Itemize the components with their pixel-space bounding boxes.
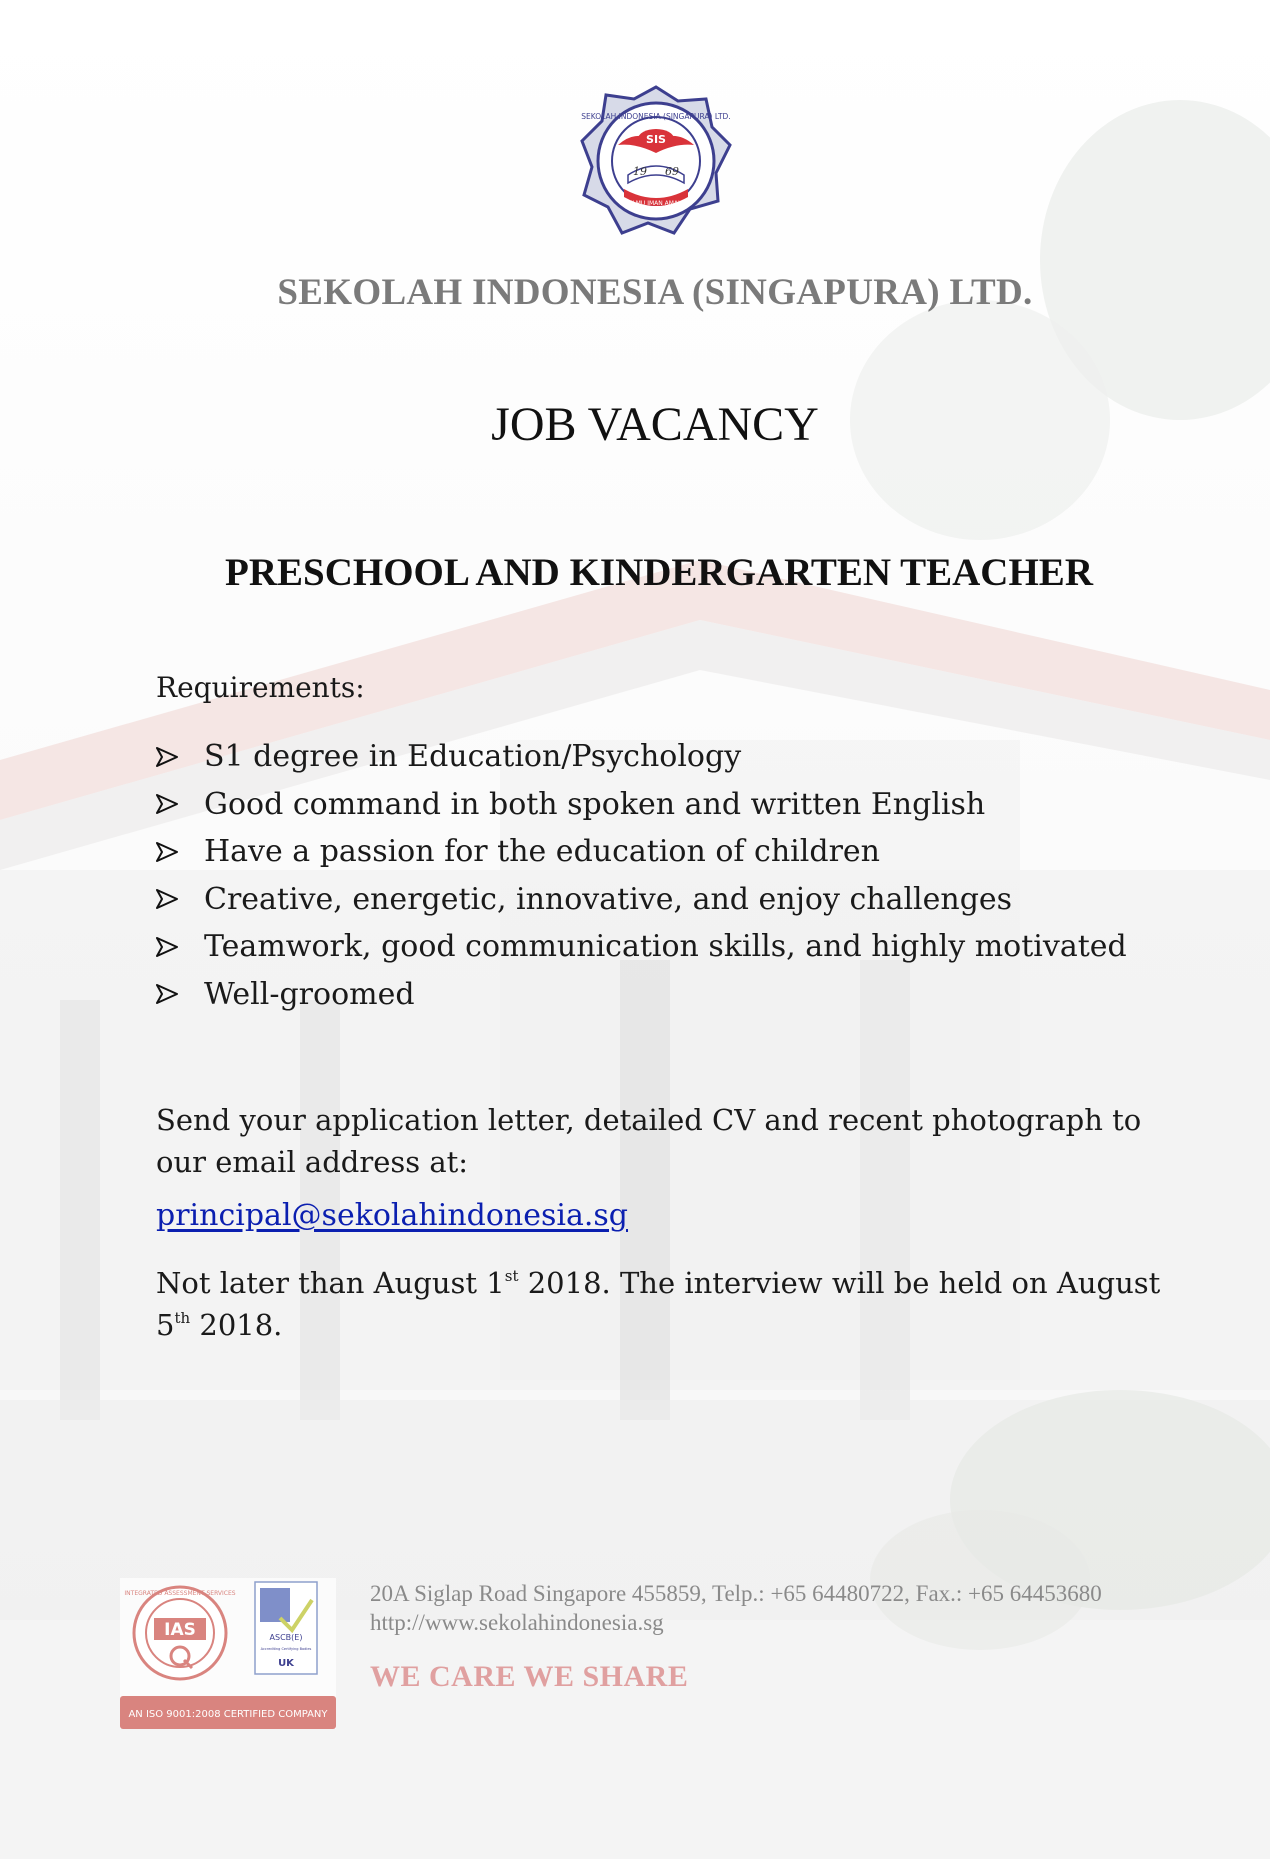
- logo-motto: ILMU IMAN AMAL: [630, 200, 682, 207]
- arrow-bullet-icon: [156, 984, 204, 1004]
- deadline-sup-2: th: [174, 1309, 191, 1327]
- deadline-part-3: 2018.: [190, 1308, 283, 1342]
- position-title: PRESCHOOL AND KINDERGARTEN TEACHER: [225, 551, 1093, 594]
- requirements-label: Requirements:: [156, 671, 365, 704]
- ias-text: IAS: [164, 1620, 196, 1640]
- list-item: [156, 781, 1127, 829]
- footer-address: 20A Siglap Road Singapore 455859, Telp.: +65 64480722, Fax.: +65 64453680: [370, 1581, 1102, 1606]
- arrow-bullet-icon: [156, 937, 204, 957]
- application-instruction: Send your application letter, detailed CV and recent photograph to our email address at:: [156, 1103, 1142, 1179]
- arrow-bullet-icon: [156, 842, 204, 862]
- deadline-part-1: Not later than August 1: [156, 1266, 505, 1300]
- deadline-part-2: 2018. The interview will be held on August 5: [156, 1266, 1161, 1342]
- iso-certified-text: AN ISO 9001:2008 CERTIFIED COMPANY: [128, 1709, 328, 1720]
- email-link[interactable]: principal@sekolahindonesia.sg: [156, 1198, 629, 1233]
- requirement-text: Creative, energetic, innovative, and enjoy challenges: [204, 881, 1013, 917]
- footer-website[interactable]: http://www.sekolahindonesia.sg: [370, 1610, 664, 1635]
- list-item: [156, 733, 1127, 781]
- ascb-sub-text: Accrediting Certifying Bodies: [260, 1647, 312, 1651]
- school-name: SEKOLAH INDONESIA (SINGAPURA) LTD.: [277, 272, 1033, 313]
- logo-initials: SIS: [646, 133, 666, 146]
- certification-badges: [120, 1578, 336, 1729]
- requirements-list: [156, 733, 1127, 1018]
- arrow-bullet-icon: [156, 794, 204, 814]
- logo-year-left: 19: [633, 165, 647, 178]
- school-logo: [578, 83, 734, 239]
- requirement-text: Have a passion for the education of children: [204, 834, 880, 870]
- logo-year-right: 69: [665, 165, 679, 178]
- list-item: [156, 923, 1127, 971]
- requirement-text: Well-groomed: [204, 976, 415, 1012]
- arrow-bullet-icon: [156, 747, 204, 767]
- deadline-text: [156, 1262, 1176, 1346]
- arrow-bullet-icon: [156, 889, 204, 909]
- requirement-text: S1 degree in Education/Psychology: [204, 739, 742, 775]
- page-title: JOB VACANCY: [491, 398, 819, 451]
- ascb-text: ASCB(E): [269, 1633, 303, 1642]
- ascb-country: UK: [278, 1658, 294, 1669]
- logo-ring-text: SEKOLAH INDONESIA (SINGAPURA) LTD.: [581, 112, 731, 121]
- list-item: [156, 876, 1127, 924]
- list-item: [156, 828, 1127, 876]
- footer-slogan: WE CARE WE SHARE: [370, 1660, 689, 1693]
- requirement-text: Teamwork, good communication skills, and highly motivated: [204, 929, 1127, 965]
- requirement-text: Good command in both spoken and written English: [204, 786, 986, 822]
- ias-ring-text: INTEGRATED ASSESSMENT SERVICES: [124, 1590, 236, 1597]
- deadline-sup-1: st: [504, 1267, 519, 1285]
- list-item: [156, 971, 1127, 1019]
